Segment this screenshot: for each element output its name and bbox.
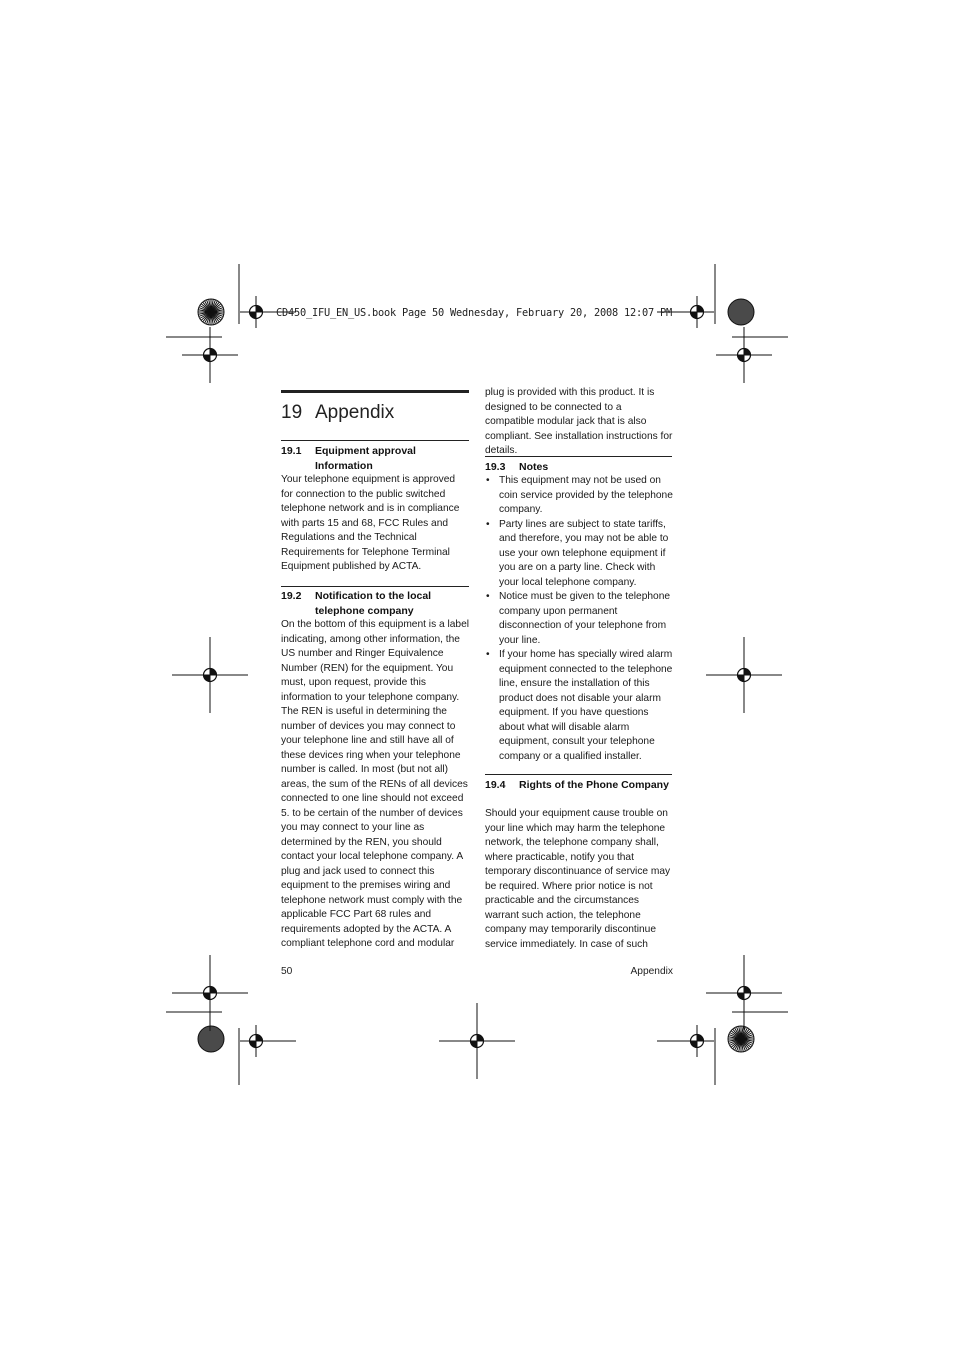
section-body-19-2-continued bbox=[485, 386, 673, 459]
section-body-19-1 bbox=[281, 473, 469, 575]
paragraph: Your telephone equipment is approved for connection to the public switched telephone network and is in compliance with parts 15 and 68, FCC Rules and Regulations and the Technical Requirements for Telephone Terminal Equipment published by ACTA. bbox=[281, 474, 460, 572]
section-body-19-4 bbox=[485, 807, 673, 952]
section-title: Notification to the local telephone company bbox=[315, 590, 432, 617]
paragraph: plug is provided with this product. It is designed to be connected to a compatible modular jack that is also compliant. See installation instructions for details. bbox=[485, 387, 673, 456]
target-quadrant bbox=[697, 1035, 704, 1042]
paragraph: Should your equipment cause trouble on your line which may harm the telephone network, the telephone company shall, where practicable, notify you that temporary discontinuance of service may be required. Where prior notice is not practicable and the circumstances warrant such action, the telephone company may temporarily discontinue service immediately. In case of such bbox=[485, 808, 671, 950]
target-quadrant bbox=[738, 675, 745, 682]
notes-list-container bbox=[485, 474, 674, 764]
section-title: Rights of the Phone Company bbox=[519, 779, 669, 791]
color-patch bbox=[198, 1026, 224, 1052]
target-quadrant bbox=[744, 987, 751, 994]
target-quadrant bbox=[744, 669, 751, 676]
section-rule bbox=[485, 456, 672, 457]
chapter-heading bbox=[281, 402, 394, 424]
target-quadrant bbox=[250, 1041, 257, 1048]
chapter-rule bbox=[281, 390, 469, 393]
target-quadrant bbox=[477, 1035, 484, 1042]
target-quadrant bbox=[204, 675, 211, 682]
section-number: 19.1 bbox=[281, 445, 302, 457]
target-quadrant bbox=[691, 312, 698, 319]
paragraph: On the bottom of this equipment is a label indicating, among other information, the US number and Ringer Equivalence Number (REN) for the equipment. You must, upon request, provide this information to your telephone company. The REN is useful in determining the number of devices you may connect to your telephone line and still have all of these devices ring when your telephone number is called. In most (but not all) areas, the sum of the RENs of all devices connected to one line should not exceed 5. to be certain of the number of devices you may connect to your line as determined by the REN, you should contact your local telephone company. A plug and jack used to connect this equipment to the premises wiring and telephone network must comply with the applicable FCC Part 68 rules and requirements adopted by the ACTA. A compliant telephone cord and modular bbox=[281, 619, 470, 949]
list-item: • This equipment may not be used on coin service provided by the telephone company. bbox=[485, 474, 674, 518]
notes-list bbox=[485, 474, 674, 764]
target-quadrant bbox=[738, 355, 745, 362]
list-item: • Notice must be given to the telephone company upon permanent disconnection of your telephone from your line. bbox=[485, 590, 674, 648]
target-quadrant bbox=[691, 1041, 698, 1048]
target-quadrant bbox=[738, 993, 745, 1000]
section-title: Equipment approval Information bbox=[315, 445, 416, 472]
target-quadrant bbox=[210, 987, 217, 994]
target-quadrant bbox=[204, 355, 211, 362]
target-quadrant bbox=[697, 306, 704, 313]
target-quadrant bbox=[210, 669, 217, 676]
page-number: 50 bbox=[281, 966, 293, 977]
target-quadrant bbox=[204, 993, 211, 1000]
section-heading-19-1 bbox=[281, 444, 469, 473]
section-rule bbox=[485, 774, 672, 775]
section-title: Notes bbox=[519, 461, 549, 473]
target-quadrant bbox=[744, 349, 751, 356]
target-quadrant bbox=[210, 349, 217, 356]
target-quadrant bbox=[250, 312, 257, 319]
section-number: 19.2 bbox=[281, 590, 302, 602]
target-quadrant bbox=[256, 1035, 263, 1042]
list-item: • If your home has specially wired alarm equipment connected to the telephone line, ensure the installation of this product does not disable your alarm equipment. If you have questions about what will disable alarm equipment, consult your telephone company or a qualified installer. bbox=[485, 648, 674, 764]
color-patch bbox=[728, 299, 754, 325]
print-slug: CD450_IFU_EN_US.book Page 50 Wednesday, February 20, 2008 12:07 PM bbox=[276, 307, 672, 319]
chapter-number: 19 bbox=[281, 402, 303, 423]
section-number: 19.3 bbox=[485, 461, 506, 473]
section-heading-19-2 bbox=[281, 589, 469, 618]
section-number: 19.4 bbox=[485, 779, 506, 791]
running-footer: Appendix bbox=[630, 966, 673, 977]
section-rule bbox=[281, 586, 469, 587]
target-quadrant bbox=[471, 1041, 478, 1048]
section-heading-19-4 bbox=[485, 778, 672, 793]
target-quadrant bbox=[256, 306, 263, 313]
section-body-19-2 bbox=[281, 618, 470, 952]
section-heading-19-3 bbox=[485, 460, 672, 475]
chapter-title: Appendix bbox=[315, 402, 395, 423]
list-item: • Party lines are subject to state tariffs, and therefore, you may not be able to use your own telephone equipment if you are on a party line. Check with your local telephone company. bbox=[485, 518, 674, 591]
section-rule bbox=[281, 440, 469, 441]
